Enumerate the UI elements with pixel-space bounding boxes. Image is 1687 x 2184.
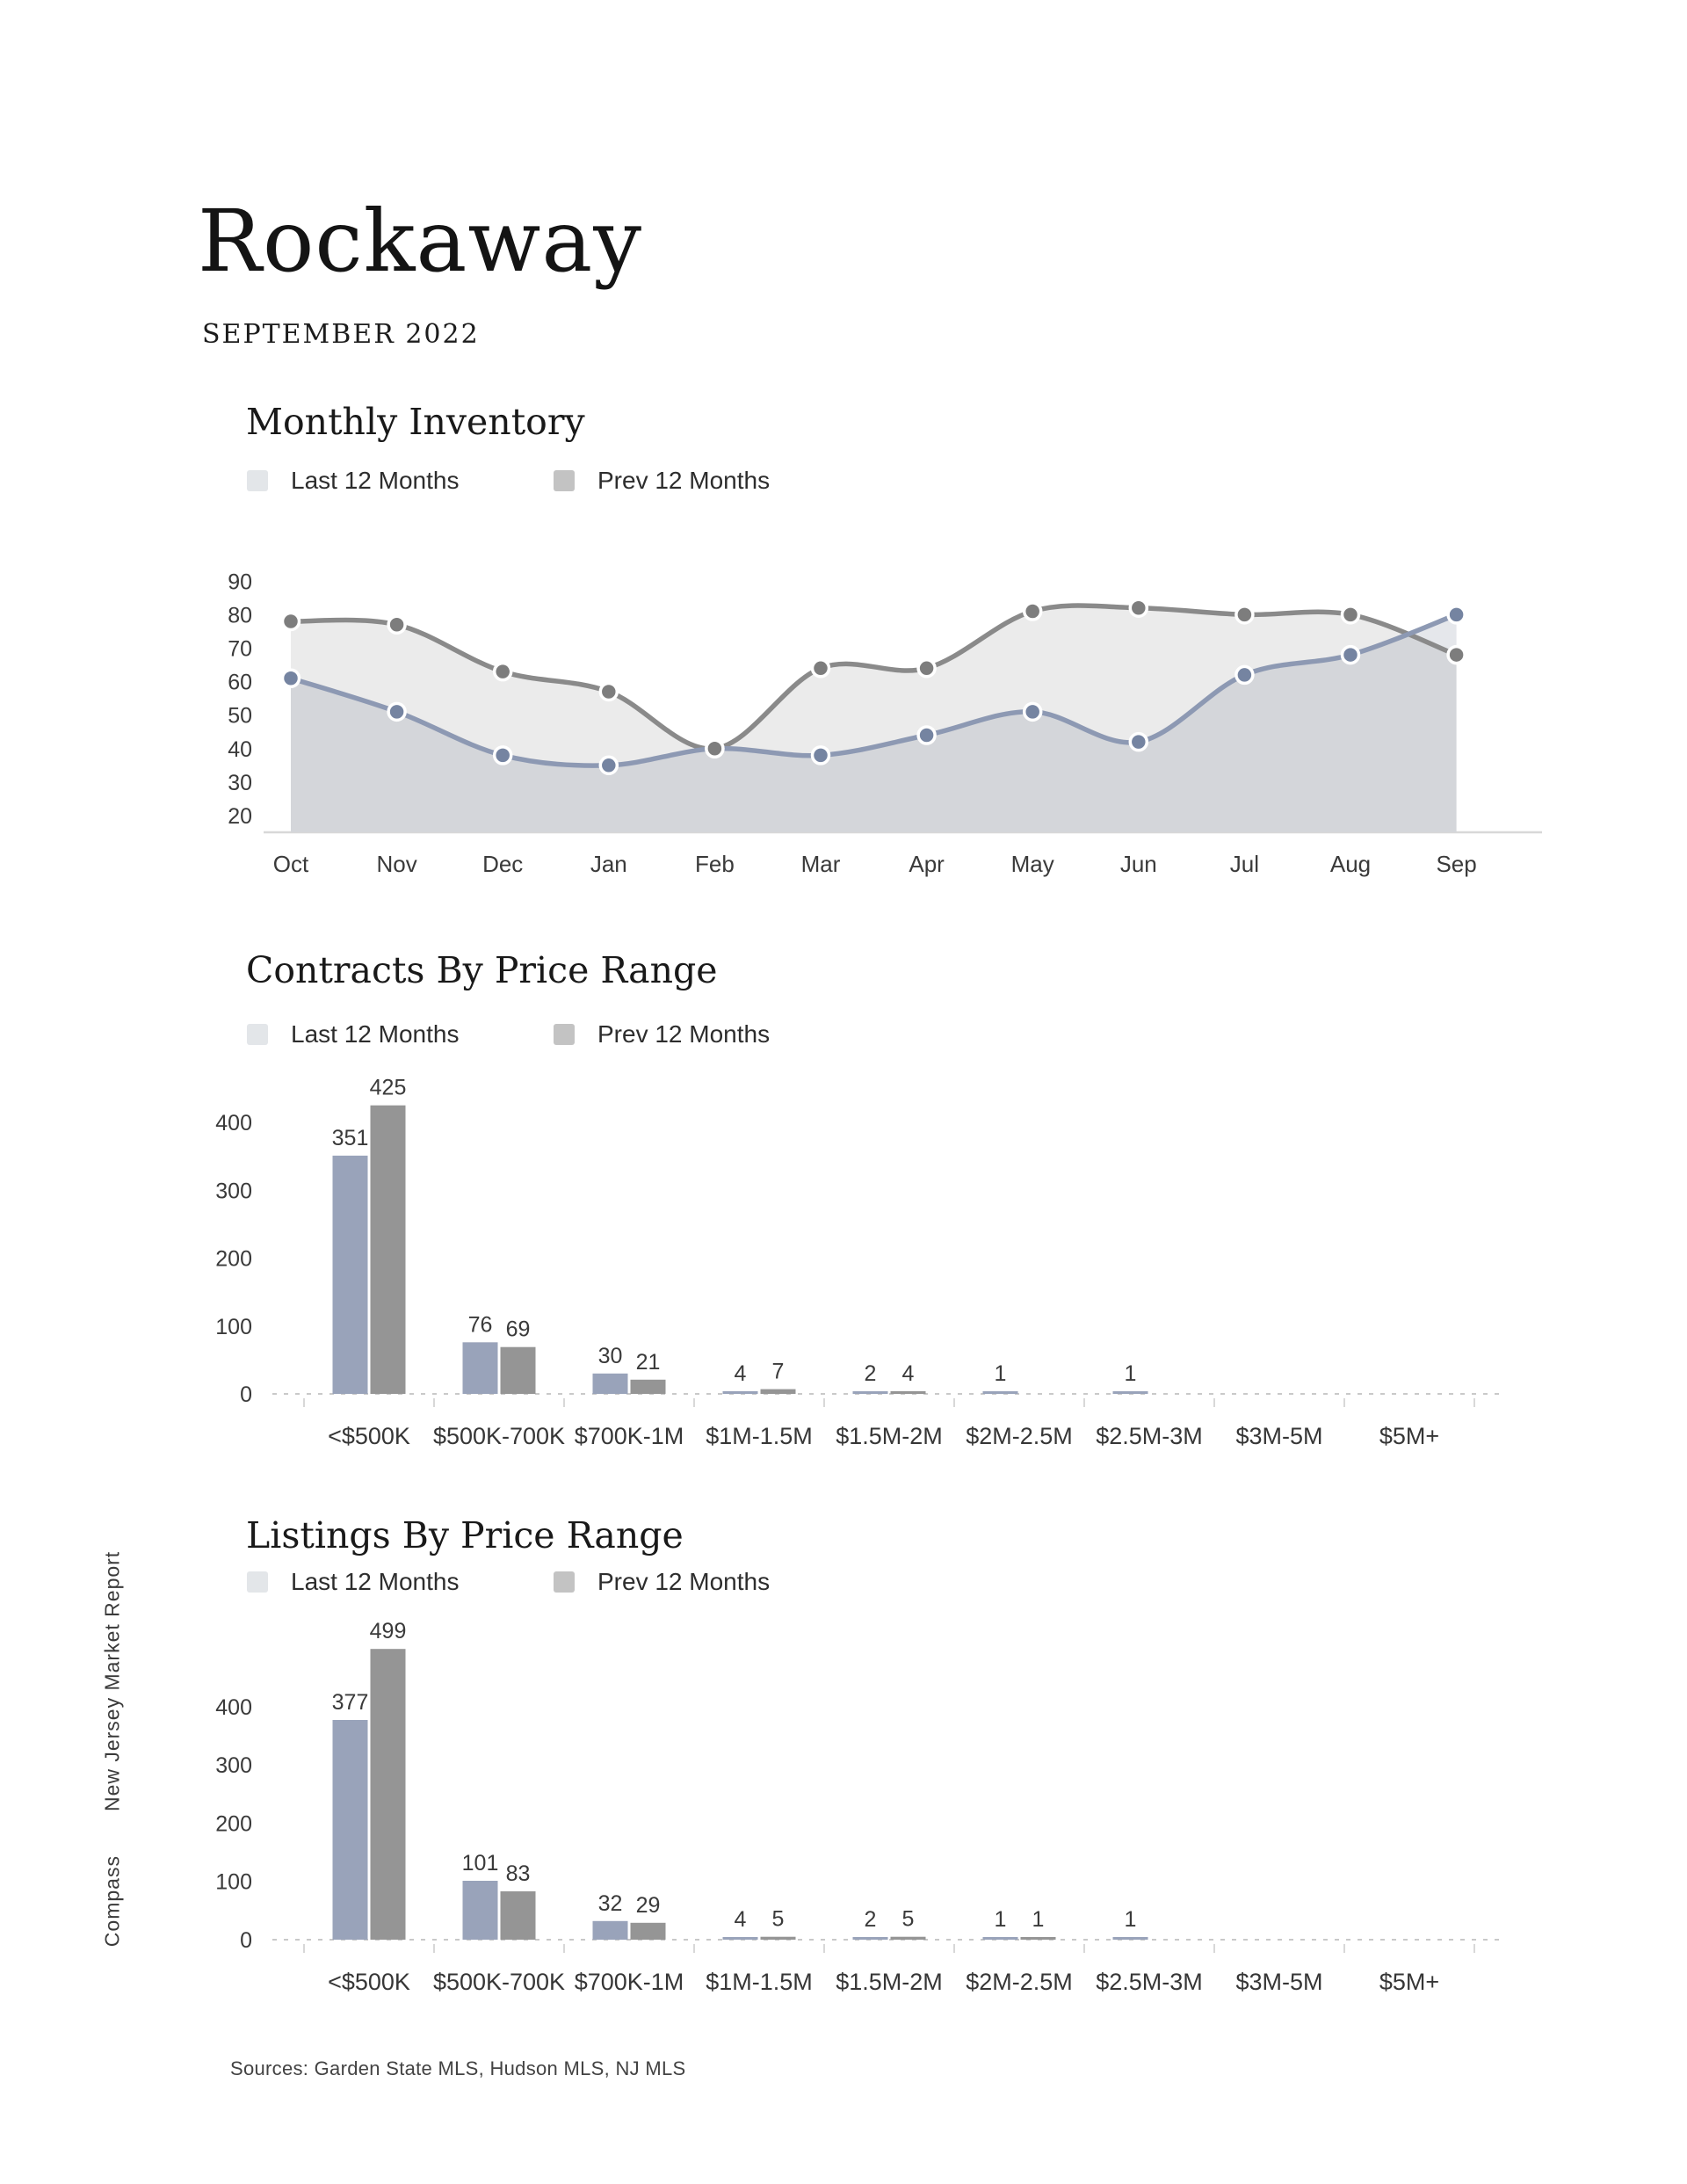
category-label: $700K-1M (574, 1969, 684, 1995)
bar-last (463, 1342, 498, 1394)
y-tick-label: 50 (228, 703, 252, 729)
bar-prev (501, 1347, 536, 1394)
x-tick-label-Jul: Jul (1229, 851, 1260, 877)
data-point-last-Jul (1236, 666, 1253, 683)
bar-last (333, 1156, 368, 1394)
bar-value-label: 4 (734, 1907, 747, 1932)
bar-value-label: 377 (331, 1690, 369, 1715)
bar-value-label: 4 (901, 1360, 915, 1386)
category-label: <$500K (328, 1423, 410, 1449)
legend-item-last-12-months (247, 1020, 459, 1048)
bar-last (1113, 1937, 1148, 1940)
x-tick-label-May: May (1010, 851, 1054, 877)
bar-value-label: 5 (901, 1906, 915, 1932)
bar-value-label: 76 (467, 1312, 493, 1338)
category-label: $3M-5M (1235, 1423, 1323, 1449)
category-label: $500K-700K (432, 1423, 566, 1449)
bar-value-label: 425 (369, 1075, 407, 1100)
bar-last (593, 1374, 628, 1394)
data-point-prev-Sep (1448, 647, 1465, 664)
x-tick-label-Sep: Sep (1436, 851, 1477, 877)
x-tick-label-Nov: Nov (376, 851, 417, 877)
data-point-last-May (1025, 703, 1041, 720)
sidebar-vertical-text (101, 1551, 125, 1947)
y-tick-label: 400 (215, 1111, 252, 1136)
bar-value-label: 1 (994, 1361, 1007, 1386)
section-title-monthly-inventory: Monthly Inventory (246, 401, 585, 443)
compass-brand-text: Compass (100, 1855, 124, 1948)
bar-value-label: 351 (331, 1125, 369, 1150)
bar-value-label: 2 (864, 1907, 877, 1932)
category-label: $1M-1.5M (706, 1969, 813, 1995)
bar-last (853, 1937, 888, 1940)
category-label: $1.5M-2M (836, 1969, 943, 1995)
category-label: $5M+ (1379, 1423, 1440, 1449)
data-point-last-Apr (918, 727, 935, 744)
section-title-contracts-by-price-range: Contracts By Price Range (246, 949, 718, 991)
bar-last (723, 1937, 758, 1940)
legend-label-prev: Prev 12 Months (597, 467, 771, 494)
bar-value-label: 29 (635, 1892, 661, 1918)
sources-footer: Sources: Garden State MLS, Hudson MLS, NJ MLS (230, 2057, 686, 2079)
y-tick-label: 200 (215, 1246, 252, 1272)
bar-value-label: 2 (864, 1361, 877, 1386)
bar-value-label: 32 (597, 1890, 623, 1916)
x-tick-label-Aug: Aug (1329, 851, 1372, 877)
data-point-prev-Nov (388, 616, 405, 633)
legend-listings (247, 1568, 1038, 1594)
bar-value-label: 5 (771, 1906, 785, 1932)
legend-label-last: Last 12 Months (291, 467, 460, 494)
legend-item-last-12-months (247, 1568, 459, 1596)
category-label: $2.5M-3M (1096, 1969, 1203, 1995)
bar-last (593, 1921, 628, 1940)
category-label: $2.5M-3M (1096, 1423, 1203, 1449)
legend-swatch-prev-icon (554, 1571, 575, 1593)
bar-value-label: 4 (734, 1360, 747, 1386)
data-point-last-Jun (1130, 734, 1147, 751)
contracts-bar-chart (202, 1063, 1573, 1477)
data-point-prev-Dec (495, 664, 511, 680)
bar-last (1113, 1391, 1148, 1394)
page-title: Rockaway (198, 192, 643, 291)
x-tick-label-Apr: Apr (909, 851, 945, 877)
bar-prev (1021, 1937, 1056, 1940)
y-tick-label: 200 (215, 1811, 252, 1837)
data-point-last-Oct (283, 670, 300, 686)
bar-value-label: 101 (461, 1851, 499, 1876)
bar-last (333, 1720, 368, 1940)
bar-last (983, 1391, 1018, 1394)
bar-prev (631, 1380, 666, 1394)
y-tick-label: 70 (228, 636, 252, 662)
bar-prev (501, 1891, 536, 1940)
y-tick-label: 80 (228, 603, 252, 628)
y-tick-label: 90 (228, 570, 252, 595)
data-point-last-Mar (813, 747, 829, 764)
y-tick-label: 20 (228, 803, 252, 829)
report-name-text: New Jersey Market Report (100, 1550, 124, 1812)
bar-prev (631, 1923, 666, 1940)
bar-prev (761, 1937, 796, 1940)
legend-label-last: Last 12 Months (291, 1568, 460, 1595)
legend-swatch-prev-icon (554, 470, 575, 491)
section-title-listings-by-price-range: Listings By Price Range (246, 1514, 684, 1556)
y-tick-label: 0 (240, 1928, 252, 1953)
bar-prev (891, 1937, 926, 1940)
legend-label-last: Last 12 Months (291, 1020, 460, 1048)
bar-last (463, 1881, 498, 1940)
y-tick-label: 300 (215, 1179, 252, 1204)
y-tick-label: 400 (215, 1694, 252, 1720)
bar-value-label: 21 (635, 1349, 661, 1375)
legend-label-prev: Prev 12 Months (597, 1568, 771, 1595)
y-tick-label: 30 (228, 770, 252, 795)
legend-label-prev: Prev 12 Months (597, 1020, 771, 1048)
legend-monthly-inventory (247, 467, 1038, 493)
bar-last (983, 1937, 1018, 1940)
category-label: $5M+ (1379, 1969, 1440, 1995)
y-tick-label: 60 (228, 670, 252, 695)
legend-contracts (247, 1020, 1038, 1047)
report-month-subtitle: SEPTEMBER 2022 (202, 319, 480, 350)
category-label: $1M-1.5M (706, 1423, 813, 1449)
category-label: <$500K (328, 1969, 410, 1995)
data-point-prev-Oct (283, 613, 300, 629)
bar-value-label: 1 (994, 1907, 1007, 1932)
category-label: $500K-700K (432, 1969, 566, 1995)
bar-prev (371, 1649, 406, 1940)
bar-value-label: 7 (771, 1359, 785, 1384)
bar-value-label: 499 (369, 1619, 407, 1644)
bar-value-label: 30 (597, 1343, 623, 1368)
legend-item-last-12-months (247, 467, 459, 495)
legend-swatch-last-icon (247, 470, 268, 491)
data-point-last-Sep (1448, 606, 1465, 623)
bar-last (723, 1391, 758, 1394)
data-point-prev-Apr (918, 660, 935, 677)
y-tick-label: 40 (228, 736, 252, 762)
y-tick-label: 0 (240, 1382, 252, 1407)
data-point-prev-May (1025, 603, 1041, 620)
y-tick-label: 100 (215, 1314, 252, 1339)
x-tick-label-Jun: Jun (1119, 851, 1157, 877)
bar-prev (761, 1389, 796, 1394)
data-point-last-Jan (600, 757, 617, 773)
x-tick-label-Dec: Dec (482, 851, 524, 877)
legend-swatch-last-icon (247, 1571, 268, 1593)
data-point-prev-Jan (600, 683, 617, 700)
y-tick-label: 300 (215, 1753, 252, 1779)
legend-swatch-last-icon (247, 1024, 268, 1045)
listings-bar-chart (202, 1608, 1573, 2030)
data-point-last-Dec (495, 747, 511, 764)
category-label: $1.5M-2M (836, 1423, 943, 1449)
data-point-prev-Feb (706, 740, 723, 757)
bar-prev (891, 1391, 926, 1394)
bar-last (853, 1391, 888, 1394)
data-point-prev-Jul (1236, 606, 1253, 623)
category-label: $700K-1M (574, 1423, 684, 1449)
bar-value-label: 1 (1124, 1361, 1137, 1386)
data-point-prev-Aug (1343, 606, 1359, 623)
y-tick-label: 100 (215, 1869, 252, 1895)
x-tick-label-Jan: Jan (590, 851, 627, 877)
legend-item-prev-12-months (554, 1568, 770, 1596)
category-label: $2M-2.5M (966, 1423, 1073, 1449)
x-tick-label-Mar: Mar (800, 851, 841, 877)
bar-value-label: 69 (505, 1317, 531, 1342)
bar-prev (371, 1106, 406, 1394)
category-label: $3M-5M (1235, 1969, 1323, 1995)
x-tick-label-Feb: Feb (694, 851, 735, 877)
bar-value-label: 1 (1032, 1907, 1045, 1932)
data-point-prev-Jun (1130, 599, 1147, 616)
x-tick-label-Oct: Oct (272, 851, 309, 877)
bar-value-label: 83 (505, 1861, 531, 1886)
category-label: $2M-2.5M (966, 1969, 1073, 1995)
legend-item-prev-12-months (554, 467, 770, 495)
data-point-last-Aug (1343, 647, 1359, 664)
legend-item-prev-12-months (554, 1020, 770, 1048)
data-point-last-Nov (388, 703, 405, 720)
monthly-inventory-area-chart (202, 562, 1573, 914)
bar-value-label: 1 (1124, 1907, 1137, 1932)
legend-swatch-prev-icon (554, 1024, 575, 1045)
data-point-prev-Mar (813, 660, 829, 677)
